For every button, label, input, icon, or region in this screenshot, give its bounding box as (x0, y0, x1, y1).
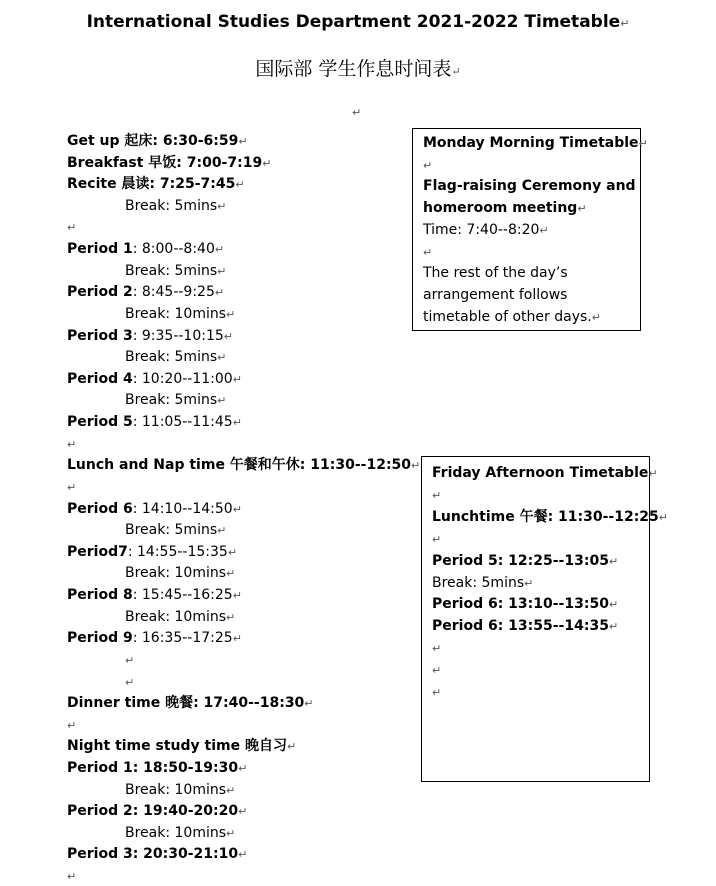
paragraph-mark: ↵ (226, 567, 236, 581)
empty-paragraph (67, 218, 76, 237)
schedule-text: : 10:20--11:00 (132, 370, 233, 387)
paragraph-mark: ↵ (648, 467, 658, 480)
schedule-text: Night time study time 晚自习 (67, 738, 287, 755)
paragraph-mark: ↵ (67, 870, 77, 884)
paragraph-mark: ↵ (214, 243, 225, 257)
schedule-line (125, 608, 235, 627)
empty-paragraph (432, 530, 441, 549)
period-label: Period 9 (67, 630, 133, 647)
period-label: Period 5 (67, 414, 133, 431)
schedule-line (67, 240, 224, 259)
paragraph-mark: ↵ (67, 437, 77, 451)
schedule-text: Period 3: 20:30-21:10 (67, 846, 239, 863)
box-text: Break: 5mins (432, 574, 525, 591)
box-text: timetable of other days. (423, 308, 592, 325)
schedule-text: Break: 10mins (125, 608, 227, 625)
schedule-line (67, 175, 245, 194)
paragraph-mark: ↵ (232, 589, 242, 603)
paragraph-mark: ↵ (67, 718, 77, 732)
schedule-text: Recite 晨读: 7:25-7:45 (67, 176, 236, 193)
box-text: Lunchtime 午餐: 11:30--12:25 (432, 508, 659, 525)
empty-paragraph (125, 651, 134, 670)
box-text: The rest of the day’s (423, 265, 568, 282)
period-label: Period 4 (67, 370, 133, 387)
schedule-line (67, 283, 224, 302)
paragraph-mark: ↵ (232, 372, 242, 386)
box-text: Flag-raising Ceremony and (423, 178, 636, 195)
schedule-text: Break: 5mins (125, 197, 218, 214)
schedule-line (67, 456, 420, 475)
paragraph-mark: ↵ (432, 532, 442, 546)
empty-paragraph (67, 478, 76, 497)
paragraph-mark: ↵ (411, 459, 421, 473)
paragraph-mark: ↵ (125, 653, 135, 667)
schedule-line (125, 781, 235, 800)
period-label: Period 3 (67, 327, 133, 344)
paragraph-mark: ↵ (432, 642, 442, 656)
box-text: Time: 7:40--8:20 (423, 221, 540, 238)
box-line (423, 134, 648, 153)
schedule-text: Break: 10mins (125, 824, 227, 841)
schedule-line (125, 305, 235, 324)
paragraph-mark: ↵ (232, 632, 242, 646)
paragraph-mark: ↵ (432, 664, 442, 678)
page-subtitle: 国际部 学生作息时间表↵ (255, 58, 461, 80)
schedule-line (125, 348, 226, 367)
empty-paragraph (432, 486, 441, 505)
schedule-text: : 9:35--10:15 (132, 327, 224, 344)
paragraph-mark: ↵ (226, 783, 236, 797)
period-label: Period7 (67, 543, 128, 560)
schedule-line (125, 197, 226, 216)
friday-timetable-box (421, 456, 669, 782)
box-line (432, 464, 658, 483)
paragraph-mark: ↵ (432, 488, 442, 502)
paragraph-mark: ↵ (286, 740, 297, 754)
schedule-line (125, 521, 226, 540)
paragraph-mark: ↵ (232, 502, 242, 516)
empty-paragraph (432, 639, 441, 658)
page-title: International Studies Department 2021-2022 Timetable↵ (86, 12, 630, 32)
period-label: Period 8 (67, 587, 133, 604)
empty-paragraph (67, 867, 76, 886)
paragraph-mark: ↵ (591, 310, 601, 324)
schedule-text: Break: 5mins (125, 349, 218, 366)
schedule-text: : 8:45--9:25 (132, 284, 215, 301)
schedule-text: Period 1: 18:50-19:30 (67, 759, 239, 776)
empty-paragraph (125, 673, 134, 692)
paragraph-mark: ↵ (238, 805, 248, 819)
period-label: Period 1 (67, 241, 133, 258)
box-line (423, 264, 568, 282)
schedule-text: : 16:35--17:25 (132, 630, 233, 647)
paragraph-mark: ↵ (67, 480, 77, 494)
schedule-text: : 11:05--11:45 (132, 414, 233, 431)
schedule-text: Lunch and Nap time 午餐和午休: 11:30--12:50 (67, 457, 412, 474)
empty-paragraph (352, 103, 361, 122)
schedule-line (67, 759, 247, 778)
paragraph-mark: ↵ (608, 554, 619, 568)
box-line (432, 617, 618, 636)
box-text: Monday Morning Timetable (423, 135, 639, 151)
empty-paragraph (423, 156, 432, 175)
paragraph-mark: ↵ (608, 620, 619, 634)
schedule-line (67, 629, 242, 648)
schedule-line (67, 154, 271, 173)
paragraph-mark: ↵ (539, 223, 549, 237)
schedule-text: : 14:10--14:50 (132, 500, 233, 517)
paragraph-mark: ↵ (432, 686, 442, 699)
paragraph-mark: ↵ (238, 135, 248, 148)
paragraph-mark: ↵ (304, 697, 314, 711)
schedule-line (125, 824, 235, 843)
paragraph-mark: ↵ (67, 221, 77, 235)
box-line (432, 508, 668, 527)
paragraph-mark: ↵ (524, 576, 534, 590)
box-line (432, 595, 618, 614)
box-text: homeroom meeting (423, 200, 578, 217)
paragraph-mark: ↵ (608, 598, 619, 612)
paragraph-mark: ↵ (658, 510, 669, 524)
paragraph-mark: ↵ (238, 848, 248, 862)
schedule-text: : 14:55--15:35 (127, 543, 228, 560)
schedule-line (67, 737, 296, 756)
empty-paragraph (67, 435, 76, 454)
box-text: Period 6: 13:55--14:35 (432, 618, 609, 635)
period-label: Period 2 (67, 284, 133, 301)
box-line (432, 574, 533, 593)
monday-timetable-box (412, 128, 648, 331)
schedule-line (67, 543, 237, 562)
schedule-line (67, 845, 247, 864)
schedule-text: Get up 起床: 6:30-6:59 (67, 133, 239, 149)
paragraph-mark: ↵ (238, 761, 248, 775)
box-text: Friday Afternoon Timetable (432, 465, 649, 481)
schedule-text: Dinner time 晚餐: 17:40--18:30 (67, 695, 305, 712)
paragraph-mark: ↵ (223, 329, 233, 343)
schedule-line (125, 391, 226, 410)
paragraph-mark: ↵ (226, 307, 236, 321)
schedule-line (125, 564, 235, 583)
box-text: Period 6: 13:10--13:50 (432, 596, 609, 613)
paragraph-mark: ↵ (226, 826, 236, 840)
schedule-line (67, 500, 242, 519)
schedule-line (67, 132, 248, 151)
paragraph-mark: ↵ (125, 675, 135, 689)
paragraph-mark: ↵ (232, 416, 242, 430)
schedule-line (67, 370, 242, 389)
paragraph-mark: ↵ (217, 199, 227, 213)
paragraph-mark: ↵ (638, 137, 648, 150)
schedule-line (67, 413, 242, 432)
box-line (423, 286, 567, 304)
box-text: Period 5: 12:25--13:05 (432, 552, 609, 569)
schedule-line (125, 262, 226, 281)
empty-paragraph (432, 683, 441, 702)
schedule-line (67, 802, 247, 821)
schedule-text: Break: 10mins (125, 305, 227, 322)
period-label: Period 6 (67, 500, 133, 517)
paragraph-mark: ↵ (451, 65, 461, 78)
paragraph-mark: ↵ (577, 202, 587, 216)
paragraph-mark: ↵ (620, 17, 630, 30)
paragraph-mark: ↵ (217, 264, 227, 278)
schedule-line (67, 586, 242, 605)
schedule-text: Break: 5mins (125, 392, 218, 409)
paragraph-mark: ↵ (423, 245, 433, 259)
paragraph-mark: ↵ (226, 610, 236, 624)
schedule-text: : 8:00--8:40 (132, 241, 215, 258)
paragraph-mark: ↵ (214, 286, 225, 300)
paragraph-mark: ↵ (235, 178, 245, 192)
box-line (423, 177, 636, 195)
schedule-text: Break: 10mins (125, 781, 227, 798)
paragraph-mark: ↵ (217, 394, 227, 408)
schedule-text: Break: 5mins (125, 522, 218, 539)
empty-paragraph (432, 661, 441, 680)
empty-paragraph (423, 243, 432, 262)
box-line (423, 308, 601, 327)
paragraph-mark: ↵ (352, 106, 362, 119)
box-line (432, 552, 618, 571)
schedule-text: Breakfast 早饭: 7:00-7:19 (67, 154, 263, 171)
schedule-text: Break: 10mins (125, 565, 227, 582)
schedule-line (67, 327, 233, 346)
schedule-text: : 15:45--16:25 (132, 587, 233, 604)
box-line (423, 199, 587, 218)
box-line (423, 221, 549, 240)
paragraph-mark: ↵ (217, 351, 227, 365)
schedule-text: Period 2: 19:40-20:20 (67, 803, 239, 820)
box-text: arrangement follows (423, 286, 568, 303)
paragraph-mark: ↵ (227, 545, 238, 559)
schedule-text: Break: 5mins (125, 262, 218, 279)
paragraph-mark: ↵ (262, 156, 272, 170)
paragraph-mark: ↵ (423, 158, 433, 172)
paragraph-mark: ↵ (217, 524, 227, 538)
empty-paragraph (67, 716, 76, 735)
schedule-line (67, 694, 314, 713)
